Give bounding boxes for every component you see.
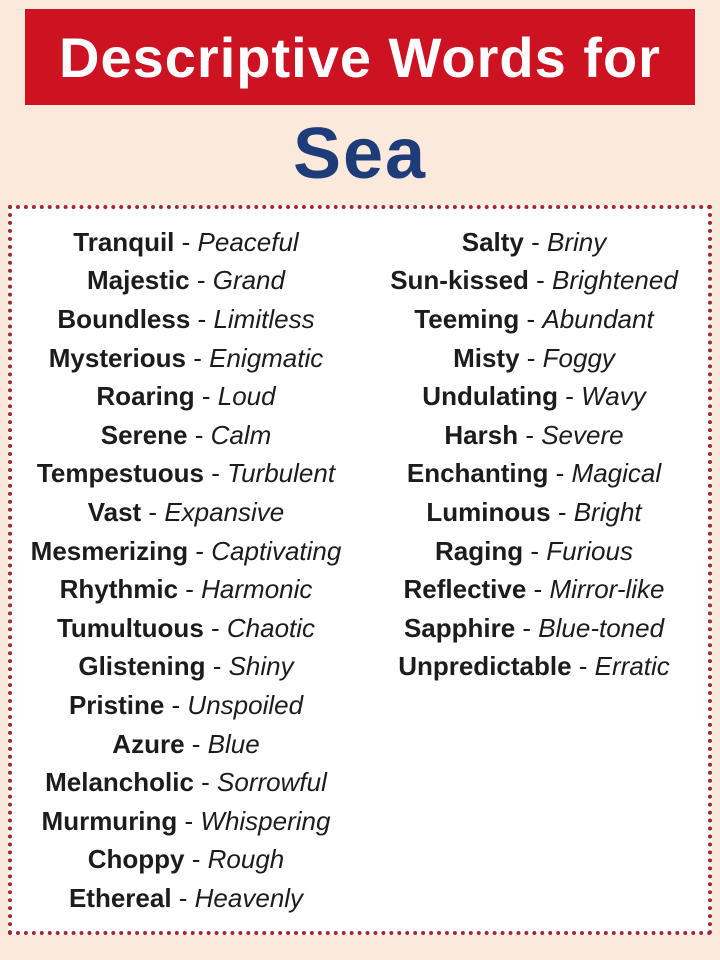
word-row	[422, 377, 645, 416]
word-term: Tranquil	[73, 226, 175, 257]
separator: -	[515, 612, 539, 643]
word-term: Ethereal	[68, 882, 172, 913]
word-row	[407, 455, 661, 494]
word-term: Misty	[453, 342, 520, 373]
word-term: Choppy	[87, 844, 185, 875]
word-term: Tempestuous	[36, 458, 205, 489]
separator: -	[558, 381, 582, 412]
word-row	[390, 262, 678, 301]
word-row	[426, 493, 641, 532]
word-list-panel	[8, 205, 712, 935]
separator: -	[184, 844, 208, 875]
word-term: Enchanting	[406, 458, 549, 489]
word-row	[69, 879, 303, 918]
separator: -	[548, 458, 572, 489]
word-term: Harsh	[444, 419, 519, 450]
separator: -	[203, 612, 227, 643]
separator: -	[194, 381, 218, 412]
word-definition: Blue-toned	[538, 612, 665, 643]
word-term: Sapphire	[403, 612, 516, 643]
word-definition: Sorrowful	[217, 767, 327, 798]
separator: -	[523, 535, 547, 566]
word-row	[462, 223, 607, 262]
word-row	[101, 416, 272, 455]
word-term: Melancholic	[45, 767, 194, 798]
word-term: Unpredictable	[398, 651, 572, 682]
word-definition: Foggy	[542, 342, 615, 373]
separator: -	[177, 805, 201, 836]
word-definition: Blue	[207, 728, 260, 759]
word-definition: Rough	[207, 844, 285, 875]
word-definition: Mirror-like	[549, 574, 665, 605]
word-row	[435, 532, 633, 571]
subject-title: Sea	[292, 114, 428, 194]
word-definition: Brightened	[552, 265, 678, 296]
word-definition: Unspoiled	[187, 689, 304, 720]
word-definition: Turbulent	[227, 458, 336, 489]
word-definition: Heavenly	[194, 882, 304, 913]
separator: -	[571, 651, 595, 682]
word-term: Glistening	[78, 651, 206, 682]
word-row	[78, 648, 293, 687]
separator: -	[189, 265, 213, 296]
word-row	[453, 339, 615, 378]
word-row	[398, 648, 670, 687]
word-row	[404, 609, 664, 648]
word-definition: Limitless	[213, 303, 315, 334]
separator: -	[187, 419, 211, 450]
word-row	[444, 416, 623, 455]
word-definition: Shiny	[228, 651, 294, 682]
separator: -	[523, 226, 547, 257]
word-term: Teeming	[414, 303, 520, 334]
word-definition: Briny	[547, 226, 607, 257]
word-definition: Magical	[571, 458, 662, 489]
word-row	[414, 300, 653, 339]
word-definition: Expansive	[164, 496, 285, 527]
word-column-right	[360, 223, 708, 931]
word-term: Undulating	[422, 381, 559, 412]
separator: -	[186, 342, 210, 373]
word-row	[45, 763, 327, 802]
separator: -	[171, 882, 195, 913]
word-row	[31, 532, 342, 571]
word-definition: Grand	[212, 265, 285, 296]
word-definition: Erratic	[594, 651, 670, 682]
word-definition: Whispering	[200, 805, 331, 836]
word-term: Roaring	[96, 381, 195, 412]
separator: -	[174, 226, 198, 257]
word-row	[96, 377, 275, 416]
word-definition: Peaceful	[197, 226, 299, 257]
word-term: Pristine	[68, 689, 165, 720]
separator: -	[528, 265, 553, 296]
word-definition: Furious	[546, 535, 633, 566]
word-definition: Wavy	[581, 381, 646, 412]
word-term: Majestic	[87, 265, 190, 296]
word-definition: Bright	[573, 496, 642, 527]
header-title: Descriptive Words for	[59, 25, 661, 89]
word-term: Azure	[112, 728, 185, 759]
word-row	[87, 262, 285, 301]
word-definition: Abundant	[542, 303, 654, 334]
word-definition: Harmonic	[201, 574, 313, 605]
word-definition: Chaotic	[226, 612, 316, 643]
separator: -	[519, 303, 543, 334]
word-term: Murmuring	[41, 805, 178, 836]
separator: -	[141, 496, 165, 527]
word-term: Luminous	[426, 496, 551, 527]
word-definition: Loud	[217, 381, 276, 412]
word-term: Sun-kissed	[390, 265, 529, 296]
separator: -	[164, 689, 188, 720]
word-row	[69, 686, 303, 725]
word-row	[37, 455, 335, 494]
separator: -	[205, 651, 229, 682]
separator: -	[178, 574, 202, 605]
word-row	[403, 570, 664, 609]
word-row	[42, 802, 331, 841]
word-column-left	[12, 223, 360, 931]
word-term: Boundless	[57, 303, 191, 334]
word-row	[49, 339, 324, 378]
word-term: Mesmerizing	[30, 535, 189, 566]
separator: -	[204, 458, 228, 489]
word-term: Mysterious	[48, 342, 186, 373]
separator: -	[519, 342, 543, 373]
word-definition: Enigmatic	[209, 342, 324, 373]
separator: -	[184, 728, 208, 759]
separator: -	[526, 574, 550, 605]
separator: -	[550, 496, 574, 527]
word-term: Vast	[87, 496, 142, 527]
separator: -	[190, 303, 214, 334]
word-definition: Captivating	[211, 535, 342, 566]
word-term: Rhythmic	[59, 574, 179, 605]
word-term: Salty	[461, 226, 524, 257]
word-definition: Severe	[541, 419, 624, 450]
word-row	[57, 609, 315, 648]
word-term: Serene	[100, 419, 188, 450]
word-row	[73, 223, 298, 262]
word-row	[112, 725, 259, 764]
word-term: Reflective	[403, 574, 527, 605]
word-row	[57, 300, 314, 339]
word-definition: Calm	[210, 419, 272, 450]
word-term: Raging	[435, 535, 524, 566]
separator: -	[188, 535, 212, 566]
header-banner	[25, 9, 695, 105]
separator: -	[518, 419, 542, 450]
word-row	[88, 493, 285, 532]
word-term: Tumultuous	[56, 612, 204, 643]
word-row	[88, 841, 285, 880]
separator: -	[193, 767, 218, 798]
word-row	[60, 570, 313, 609]
